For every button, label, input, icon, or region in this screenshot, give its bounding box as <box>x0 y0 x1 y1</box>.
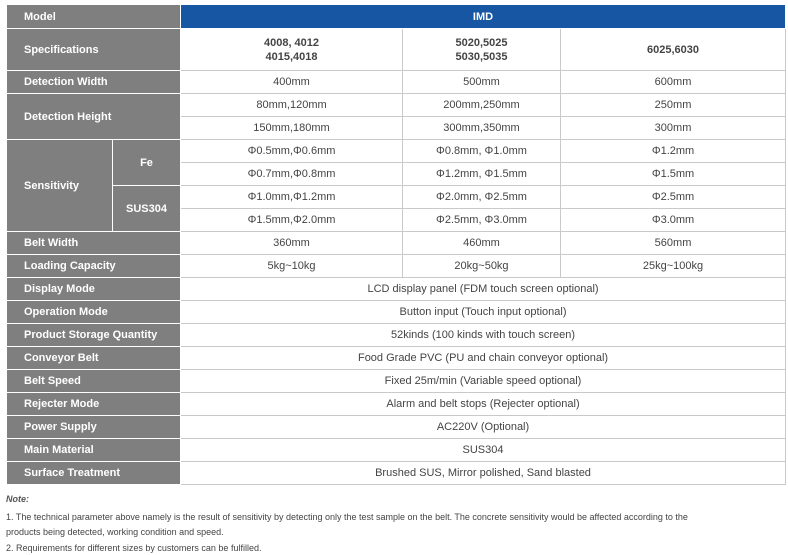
rejecter-mode-label: Rejecter Mode <box>7 393 181 416</box>
model-value: IMD <box>181 5 786 29</box>
rejecter-mode-row <box>7 393 786 416</box>
display-mode-value: LCD display panel (FDM touch screen optional) <box>181 278 786 301</box>
belt-width-1: 360mm <box>181 232 403 255</box>
detection-height-3a: 250mm <box>561 94 786 117</box>
sensitivity-fe-label: Fe <box>113 140 181 186</box>
main-material-value: SUS304 <box>181 439 786 462</box>
spec-row <box>7 29 786 71</box>
spec-table <box>6 4 786 485</box>
loading-capacity-2: 20kg~50kg <box>403 255 561 278</box>
belt-width-label: Belt Width <box>7 232 181 255</box>
belt-speed-value: Fixed 25m/min (Variable speed optional) <box>181 370 786 393</box>
sensitivity-sus-row-1 <box>7 186 786 209</box>
sensitivity-fe-row-1 <box>7 140 786 163</box>
spec-label: Specifications <box>7 29 181 71</box>
main-material-label: Main Material <box>7 439 181 462</box>
loading-capacity-row <box>7 255 786 278</box>
belt-width-row <box>7 232 786 255</box>
sensitivity-sus-label: SUS304 <box>113 186 181 232</box>
conveyor-belt-row <box>7 347 786 370</box>
power-supply-value: AC220V (Optional) <box>181 416 786 439</box>
display-mode-row <box>7 278 786 301</box>
sensitivity-label: Sensitivity <box>7 140 113 232</box>
note-line-2: products being detected, working condition and speed. <box>6 527 224 537</box>
note-line-3: 2. Requirements for different sizes by customers can be fulfilled. <box>6 543 262 553</box>
fe-1a: Φ0.5mm,Φ0.6mm <box>181 140 403 163</box>
detection-height-row-1 <box>7 94 786 117</box>
fe-2a: Φ0.8mm, Φ1.0mm <box>403 140 561 163</box>
detection-height-1b: 150mm,180mm <box>181 117 403 140</box>
power-supply-row <box>7 416 786 439</box>
detection-width-2: 500mm <box>403 71 561 94</box>
model-row <box>7 5 786 29</box>
belt-speed-label: Belt Speed <box>7 370 181 393</box>
detection-height-3b: 300mm <box>561 117 786 140</box>
loading-capacity-1: 5kg~10kg <box>181 255 403 278</box>
sus-1b: Φ1.5mm,Φ2.0mm <box>181 209 403 232</box>
sus-3a: Φ2.5mm <box>561 186 786 209</box>
sus-2a: Φ2.0mm, Φ2.5mm <box>403 186 561 209</box>
power-supply-label: Power Supply <box>7 416 181 439</box>
detection-width-label: Detection Width <box>7 71 181 94</box>
surface-treatment-row <box>7 462 786 485</box>
fe-3a: Φ1.2mm <box>561 140 786 163</box>
detection-width-row <box>7 71 786 94</box>
sus-2b: Φ2.5mm, Φ3.0mm <box>403 209 561 232</box>
product-storage-value: 52kinds (100 kinds with touch screen) <box>181 324 786 347</box>
detection-height-label: Detection Height <box>7 94 181 140</box>
operation-mode-label: Operation Mode <box>7 301 181 324</box>
detection-height-2a: 200mm,250mm <box>403 94 561 117</box>
conveyor-belt-value: Food Grade PVC (PU and chain conveyor optional) <box>181 347 786 370</box>
spec-col-3: 6025,6030 <box>561 29 786 71</box>
conveyor-belt-label: Conveyor Belt <box>7 347 181 370</box>
display-mode-label: Display Mode <box>7 278 181 301</box>
loading-capacity-3: 25kg~100kg <box>561 255 786 278</box>
note-line-1: 1. The technical parameter above namely is the result of sensitivity by detecting only the test sample on the belt. The concrete sensitivity would be affected according to the <box>6 512 688 522</box>
belt-width-2: 460mm <box>403 232 561 255</box>
sus-3b: Φ3.0mm <box>561 209 786 232</box>
fe-1b: Φ0.7mm,Φ0.8mm <box>181 163 403 186</box>
sus-1a: Φ1.0mm,Φ1.2mm <box>181 186 403 209</box>
fe-2b: Φ1.2mm, Φ1.5mm <box>403 163 561 186</box>
detection-height-2b: 300mm,350mm <box>403 117 561 140</box>
surface-treatment-value: Brushed SUS, Mirror polished, Sand blasted <box>181 462 786 485</box>
model-label: Model <box>7 5 181 29</box>
surface-treatment-label: Surface Treatment <box>7 462 181 485</box>
detection-width-1: 400mm <box>181 71 403 94</box>
detection-height-1a: 80mm,120mm <box>181 94 403 117</box>
spec-col-1 <box>181 29 403 71</box>
loading-capacity-label: Loading Capacity <box>7 255 181 278</box>
spec-col-1-line2: 4015,4018 <box>265 50 318 63</box>
product-storage-label: Product Storage Quantity <box>7 324 181 347</box>
fe-3b: Φ1.5mm <box>561 163 786 186</box>
product-storage-row <box>7 324 786 347</box>
spec-col-2-line2: 5030,5035 <box>455 50 508 63</box>
belt-width-3: 560mm <box>561 232 786 255</box>
main-material-row <box>7 439 786 462</box>
rejecter-mode-value: Alarm and belt stops (Rejecter optional) <box>181 393 786 416</box>
spec-col-2 <box>403 29 561 71</box>
spec-col-2-line1: 5020,5025 <box>455 36 508 49</box>
note-title: Note: <box>6 494 29 504</box>
detection-width-3: 600mm <box>561 71 786 94</box>
operation-mode-row <box>7 301 786 324</box>
spec-col-1-line1: 4008, 4012 <box>263 36 320 49</box>
belt-speed-row <box>7 370 786 393</box>
operation-mode-value: Button input (Touch input optional) <box>181 301 786 324</box>
